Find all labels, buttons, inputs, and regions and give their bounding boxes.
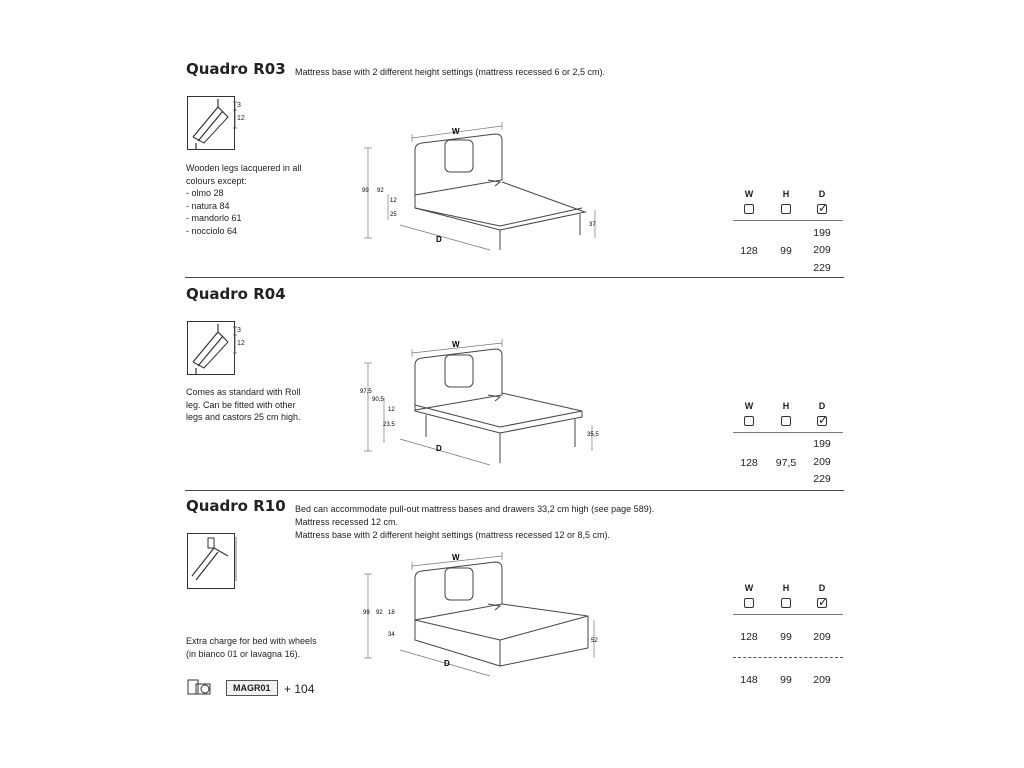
height-label-4: 34	[388, 632, 395, 638]
table-header-h: H	[782, 583, 790, 593]
table-cell-d: 209	[813, 674, 831, 686]
table-header-w: W	[744, 401, 754, 411]
thumb-dimension-marks	[233, 535, 241, 585]
table-header-d: D	[818, 583, 826, 593]
bed-drawing-r04	[360, 335, 610, 470]
checkbox-d[interactable]	[817, 598, 827, 608]
checkbox-w[interactable]	[744, 204, 754, 214]
depth-label: D	[436, 235, 442, 244]
section-title-r04: Quadro R04	[186, 285, 286, 303]
table-cell-d: 209	[813, 456, 831, 468]
height-label-1: 97,5	[360, 389, 372, 395]
leg-height-label: 52	[591, 638, 598, 644]
table-cell-d: 229	[813, 473, 831, 485]
table-cell-h: 99	[780, 245, 792, 257]
table-divider	[733, 432, 843, 433]
table-cell-w: 128	[740, 631, 758, 643]
thumb-dim-bottom: 12	[237, 115, 245, 122]
width-label: W	[452, 340, 460, 349]
table-header-w: W	[744, 583, 754, 593]
height-label-3: 12	[390, 198, 397, 204]
table-cell-h: 99	[780, 631, 792, 643]
width-label: W	[452, 553, 460, 562]
table-cell-d: 199	[813, 227, 831, 239]
bed-drawing-r03	[360, 120, 610, 260]
section-title-r10: Quadro R10	[186, 497, 286, 515]
checkbox-h[interactable]	[781, 204, 791, 214]
checkbox-d[interactable]	[817, 204, 827, 214]
height-label-4: 23,5	[383, 422, 395, 428]
height-label-3: 18	[388, 610, 395, 616]
checkbox-w[interactable]	[744, 416, 754, 426]
thumb-dim-top: 3	[237, 102, 241, 109]
table-cell-h: 99	[780, 674, 792, 686]
leg-detail-icon	[188, 97, 234, 149]
table-row-divider	[733, 657, 843, 658]
table-header-h: H	[782, 401, 790, 411]
height-label-1: 99	[362, 188, 369, 194]
table-cell-d: 209	[813, 631, 831, 643]
height-label-1: 99	[363, 610, 370, 616]
height-label-3: 12	[388, 407, 395, 413]
bed-detail-thumbnail	[187, 533, 235, 589]
leg-detail-thumbnail	[187, 321, 235, 375]
table-header-d: D	[818, 401, 826, 411]
checkbox-h[interactable]	[781, 598, 791, 608]
table-cell-w: 128	[740, 245, 758, 257]
section-notes-r04: Comes as standard with Roll leg. Can be fitted with other legs and castors 25 cm high.	[186, 387, 301, 422]
option-price: + 104	[284, 682, 315, 696]
width-label: W	[452, 127, 460, 136]
section-notes-r03: Wooden legs lacquered in all colours except: - olmo 28 - natura 84 - mandorlo 61 - nocciolo 64	[186, 163, 302, 236]
leg-height-label: 35,5	[587, 432, 599, 438]
table-cell-d: 209	[813, 244, 831, 256]
leg-detail-thumbnail	[187, 96, 235, 150]
option-code-badge: MAGR01	[226, 680, 278, 696]
bed-drawing-r10	[360, 548, 610, 683]
depth-label: D	[444, 659, 450, 668]
table-cell-w: 128	[740, 457, 758, 469]
table-divider	[733, 220, 843, 221]
wheel-icon	[186, 678, 228, 698]
table-cell-h: 97,5	[775, 457, 797, 469]
bed-detail-icon	[188, 534, 234, 588]
checkbox-d[interactable]	[817, 416, 827, 426]
table-cell-d: 229	[813, 262, 831, 274]
table-cell-d: 199	[813, 438, 831, 450]
height-label-2: 90,5	[372, 397, 384, 403]
section-notes-r10: Extra charge for bed with wheels (in bianco 01 or lavagna 16).	[186, 636, 317, 659]
table-header-d: D	[818, 189, 826, 199]
section-divider	[185, 490, 844, 491]
thumb-dim-top: 3	[237, 327, 241, 334]
table-header-h: H	[782, 189, 790, 199]
thumb-dim-bottom: 12	[237, 340, 245, 347]
table-cell-w: 148	[740, 674, 758, 686]
depth-label: D	[436, 444, 442, 453]
section-divider	[185, 277, 844, 278]
section-description-r03: Mattress base with 2 different height settings (mattress recessed 6 or 2,5 cm).	[295, 67, 605, 77]
checkbox-w[interactable]	[744, 598, 754, 608]
height-label-2: 92	[377, 188, 384, 194]
leg-detail-icon	[188, 322, 234, 374]
section-title-r03: Quadro R03	[186, 60, 286, 78]
table-divider	[733, 614, 843, 615]
table-header-w: W	[744, 189, 754, 199]
leg-height-label: 37	[589, 222, 596, 228]
checkbox-h[interactable]	[781, 416, 791, 426]
height-label-4: 25	[390, 212, 397, 218]
height-label-2: 92	[376, 610, 383, 616]
section-description-r10: Bed can accommodate pull-out mattress bases and drawers 33,2 cm high (see page 589). Mattress recessed 12 cm. Mattress base with 2 different height settings (mattress recessed 12 or 8,5 cm).	[295, 504, 655, 540]
